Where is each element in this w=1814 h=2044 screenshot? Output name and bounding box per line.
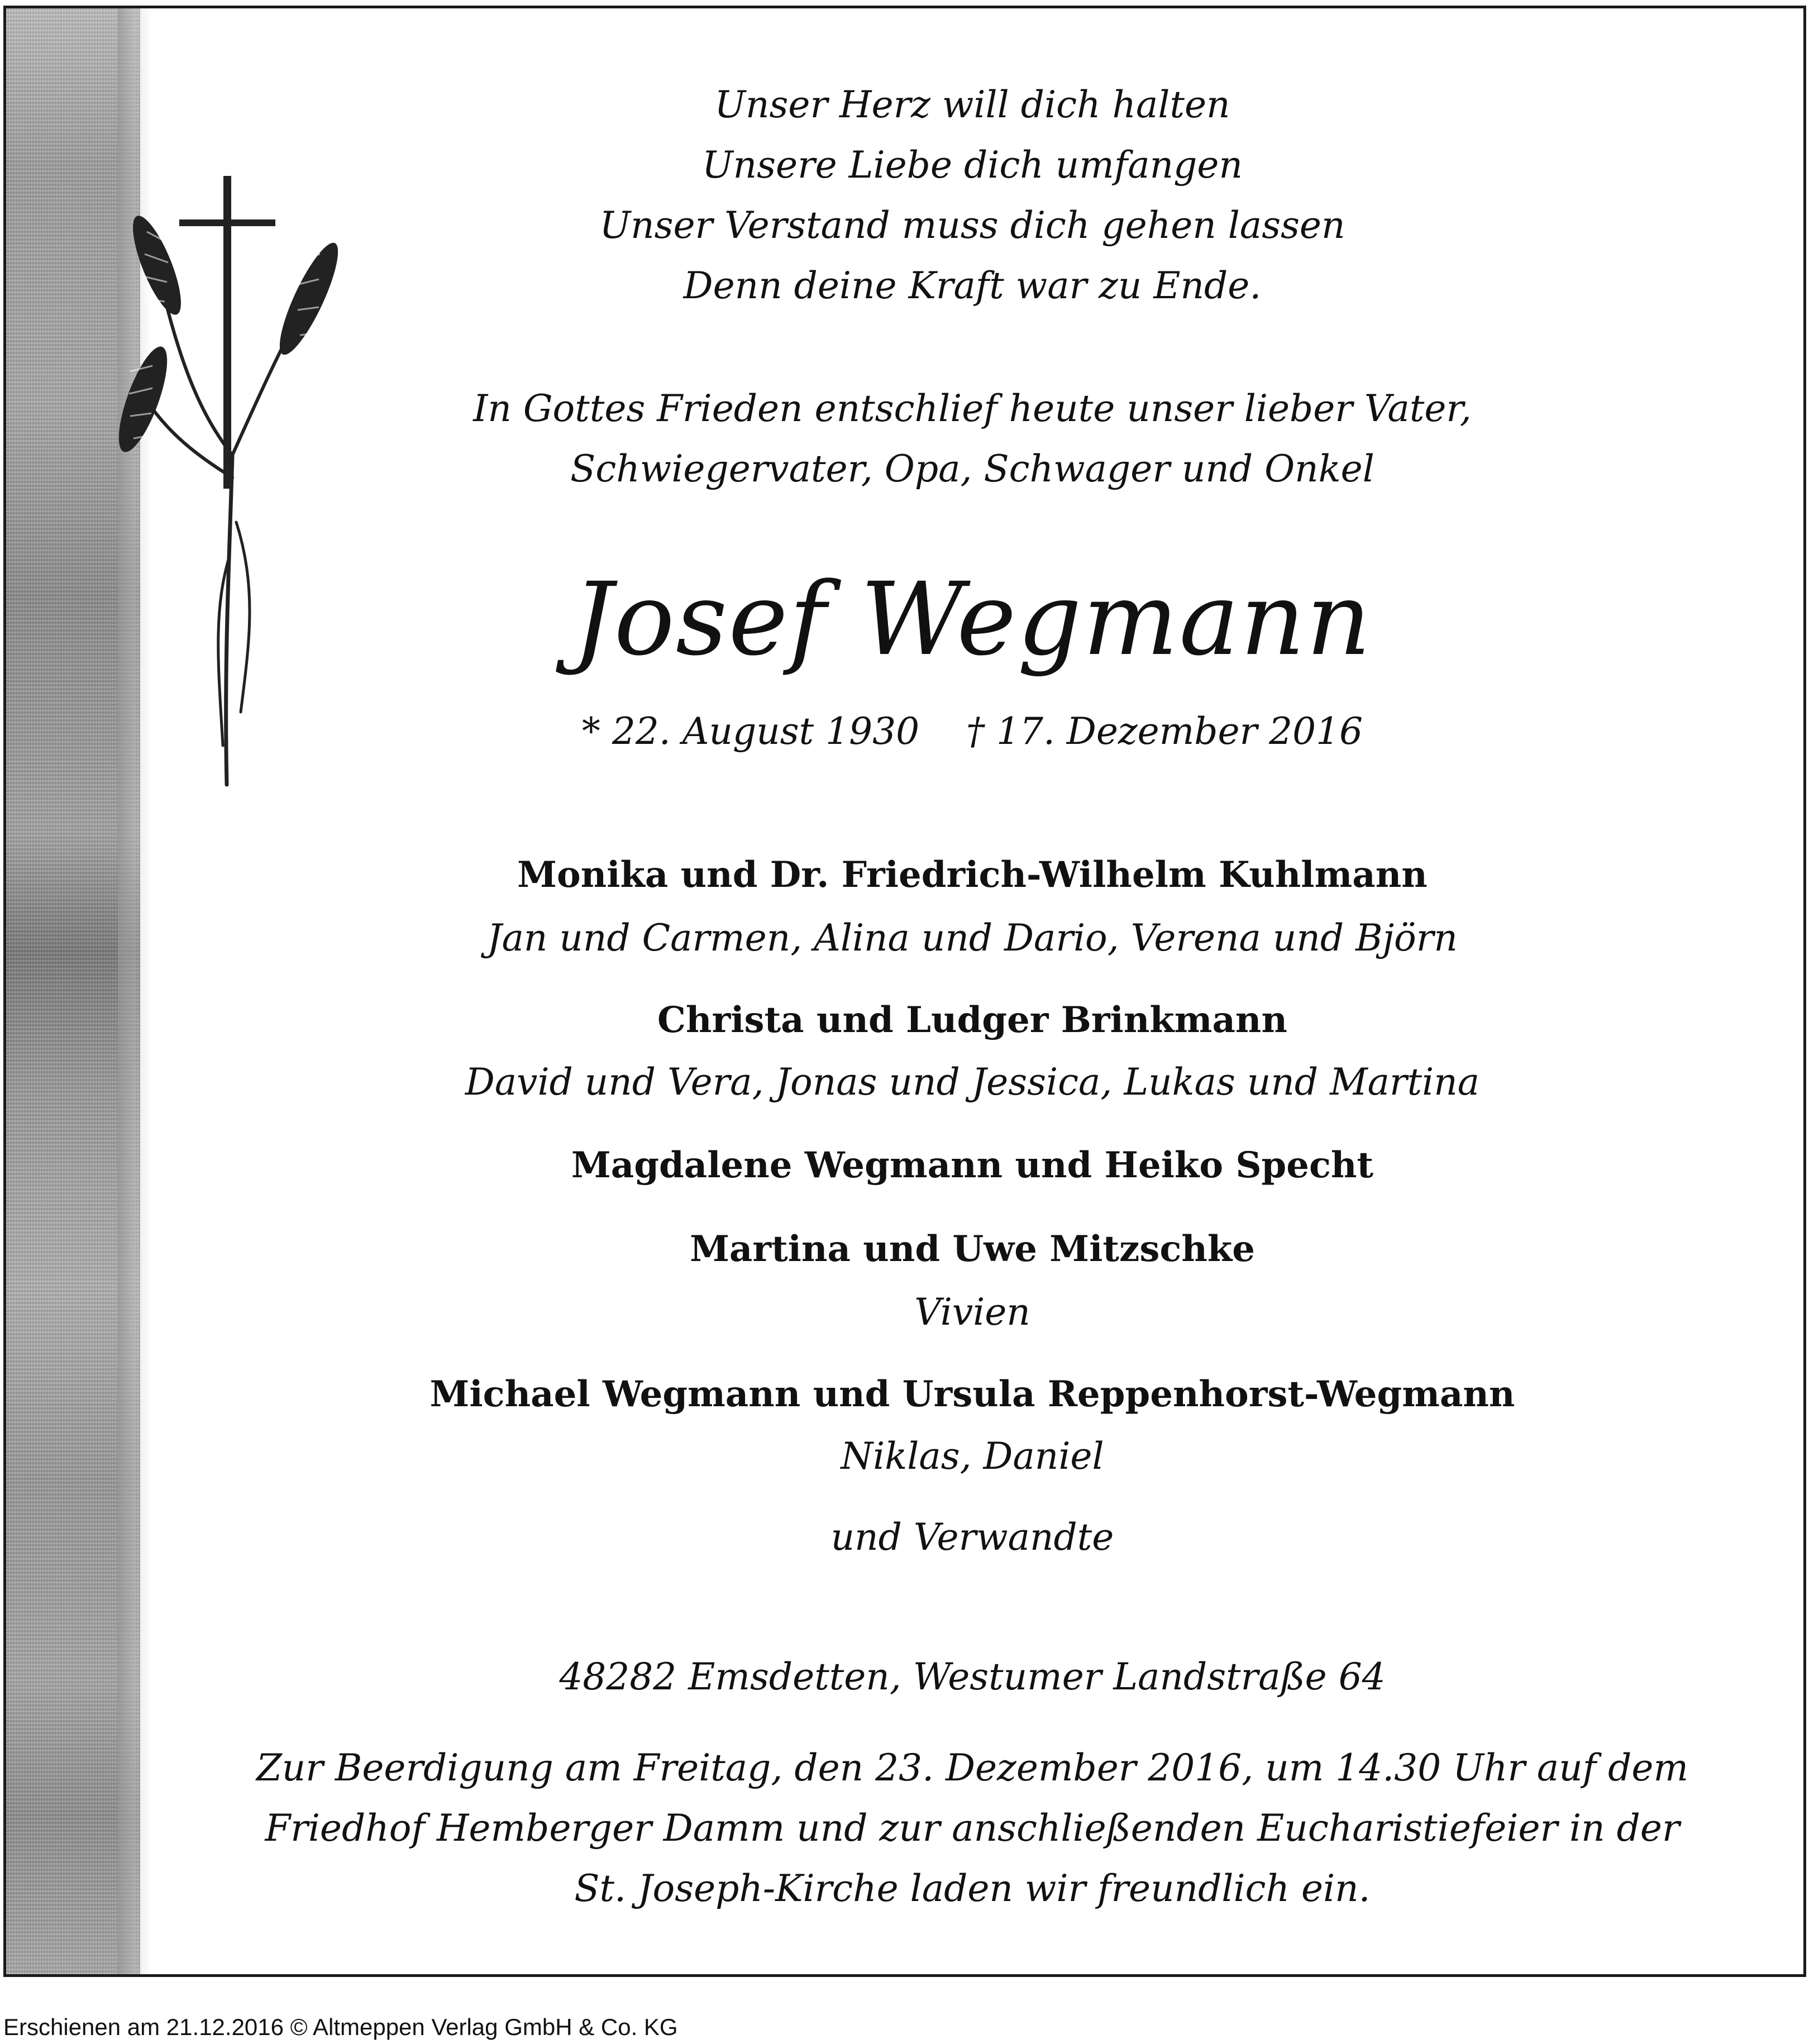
mourner-children: Jan und Carmen, Alina und Dario, Verena und Björn (487, 916, 1458, 959)
funeral-line: Friedhof Hemberger Damm und zur anschließenden Eucharistiefeier in der (265, 1807, 1680, 1850)
obituary-card (3, 6, 1806, 1977)
mourner-children: Niklas, Daniel (841, 1435, 1104, 1478)
publication-footer: Erschienen am 21.12.2016 © Altmeppen Verlag GmbH & Co. KG (3, 2014, 678, 2040)
life-dates: * 22. August 1930 † 17. Dezember 2016 (581, 710, 1363, 753)
mourner-name: Christa und Ludger Brinkmann (657, 999, 1287, 1041)
intro-line: Schwiegervater, Opa, Schwager und Onkel (570, 447, 1374, 490)
funeral-line: St. Joseph-Kirche laden wir freundlich ein. (574, 1867, 1371, 1910)
poem-line: Unsere Liebe dich umfangen (702, 144, 1243, 187)
poem-line: Denn deine Kraft war zu Ende. (683, 264, 1262, 307)
mourner-name: Michael Wegmann und Ursula Reppenhorst-Wegmann (429, 1373, 1515, 1415)
deceased-name: Josef Wegmann (572, 561, 1372, 678)
mourner-name: Martina und Uwe Mitzschke (690, 1228, 1255, 1270)
poem-line: Unser Verstand muss dich gehen lassen (599, 204, 1345, 247)
mourner-name: Magdalene Wegmann und Heiko Specht (571, 1144, 1374, 1186)
address-line: 48282 Emsdetten, Westumer Landstraße 64 (559, 1655, 1386, 1698)
intro-line: In Gottes Frieden entschlief heute unser lieber Vater, (473, 387, 1472, 430)
mourner-name: Monika und Dr. Friedrich-Wilhelm Kuhlmann (517, 854, 1428, 896)
mourner-children: Vivien (914, 1291, 1030, 1334)
relatives-line: und Verwandte (830, 1516, 1114, 1559)
poem-line: Unser Herz will dich halten (714, 83, 1230, 126)
funeral-line: Zur Beerdigung am Freitag, den 23. Dezember 2016, um 14.30 Uhr auf dem (256, 1746, 1689, 1789)
mourner-children: David und Vera, Jonas und Jessica, Lukas und Martina (465, 1061, 1480, 1104)
